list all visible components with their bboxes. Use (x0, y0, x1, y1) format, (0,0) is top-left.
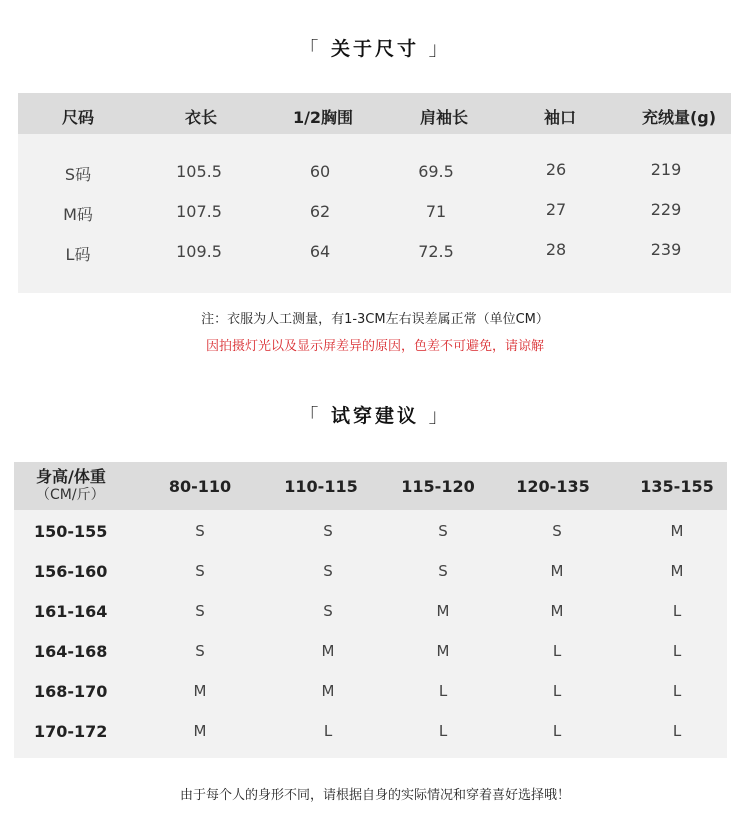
fit-advice-footer: 由于每个人的身形不同，请根据自身的实际情况和穿着喜好选择哦！ (179, 788, 570, 803)
height-range: 168-170 (34, 682, 108, 701)
size-cell: L (672, 682, 682, 700)
corner-unit: （CM/斤） (36, 487, 105, 503)
header-shoulder-sleeve: 肩袖长 (419, 108, 469, 127)
size-cell: S (323, 602, 333, 620)
corner-title: 身高/体重 (36, 467, 106, 486)
size-cell: L (552, 642, 562, 660)
header-cuff: 袖口 (543, 108, 577, 127)
size-table-header (18, 93, 731, 134)
weight-header: 110-115 (284, 477, 358, 496)
color-warning: 因拍摄灯光以及显示屏差异的原因，色差不可避免，请谅解 (205, 339, 544, 354)
size-cell: L (323, 722, 333, 740)
row-length: 109.5 (176, 242, 222, 261)
height-range: 164-168 (34, 642, 108, 661)
weight-header: 115-120 (401, 477, 475, 496)
fit-section-title (0, 401, 750, 428)
row-size-label: M码 (63, 205, 93, 224)
size-cell: M (550, 562, 564, 580)
size-cell: S (323, 562, 333, 580)
size-cell: M (193, 682, 207, 700)
row-size-label: S码 (64, 165, 92, 184)
size-cell: S (195, 562, 205, 580)
size-cell: M (550, 602, 564, 620)
title-bracket-open: 「 (299, 38, 322, 60)
height-range: 156-160 (34, 562, 108, 581)
height-range: 150-155 (34, 522, 108, 541)
size-cell: S (323, 522, 333, 540)
size-cell: L (438, 682, 448, 700)
title-bracket-close: 」 (428, 405, 451, 427)
fit-table (14, 462, 727, 758)
size-cell: M (321, 682, 335, 700)
row-shoulder-sleeve: 71 (425, 202, 447, 221)
row-length: 107.5 (176, 202, 222, 221)
size-cell: S (195, 602, 205, 620)
size-cell: M (670, 522, 684, 540)
header-size: 尺码 (61, 108, 95, 127)
size-cell: L (672, 642, 682, 660)
measurement-note: 注：衣服为人工测量，有1-3CM左右误差属正常（单位CM） (201, 312, 549, 327)
size-cell: L (552, 682, 562, 700)
weight-header: 80-110 (168, 477, 232, 496)
size-cell: L (672, 602, 682, 620)
size-cell: S (438, 562, 448, 580)
height-range: 170-172 (34, 722, 108, 741)
header-half-chest: 1/2胸围 (292, 108, 354, 127)
size-section-title (0, 34, 750, 61)
size-title-text: 关于尺寸 (330, 38, 419, 60)
size-cell: M (321, 642, 335, 660)
size-cell: S (195, 642, 205, 660)
size-cell: M (436, 642, 450, 660)
row-length: 105.5 (176, 162, 222, 181)
row-half-chest: 62 (309, 202, 331, 221)
row-shoulder-sleeve: 69.5 (418, 162, 454, 181)
size-cell: M (436, 602, 450, 620)
size-cell: L (552, 722, 562, 740)
row-half-chest: 64 (309, 242, 331, 261)
title-bracket-open: 「 (299, 405, 322, 427)
height-range: 161-164 (34, 602, 108, 621)
row-half-chest: 60 (309, 162, 331, 181)
fit-title-text: 试穿建议 (330, 405, 419, 427)
row-cuff: 28 (545, 240, 567, 259)
size-cell: S (552, 522, 562, 540)
size-cell: L (672, 722, 682, 740)
height-weight-corner (36, 467, 106, 505)
size-cell: S (195, 522, 205, 540)
size-cell: M (193, 722, 207, 740)
row-cuff: 27 (545, 200, 567, 219)
size-cell: S (438, 522, 448, 540)
size-cell: L (438, 722, 448, 740)
row-down-fill: 239 (650, 240, 682, 259)
header-length: 衣长 (184, 108, 218, 127)
size-table (18, 93, 731, 293)
title-bracket-close: 」 (428, 38, 451, 60)
row-down-fill: 219 (650, 160, 682, 179)
weight-header: 120-135 (516, 477, 590, 496)
weight-header: 135-155 (640, 477, 714, 496)
size-cell: M (670, 562, 684, 580)
row-down-fill: 229 (650, 200, 682, 219)
row-shoulder-sleeve: 72.5 (418, 242, 454, 261)
header-down-fill: 充绒量(g) (641, 108, 717, 127)
fit-table-header (14, 462, 727, 510)
row-size-label: L码 (65, 245, 91, 264)
row-cuff: 26 (545, 160, 567, 179)
